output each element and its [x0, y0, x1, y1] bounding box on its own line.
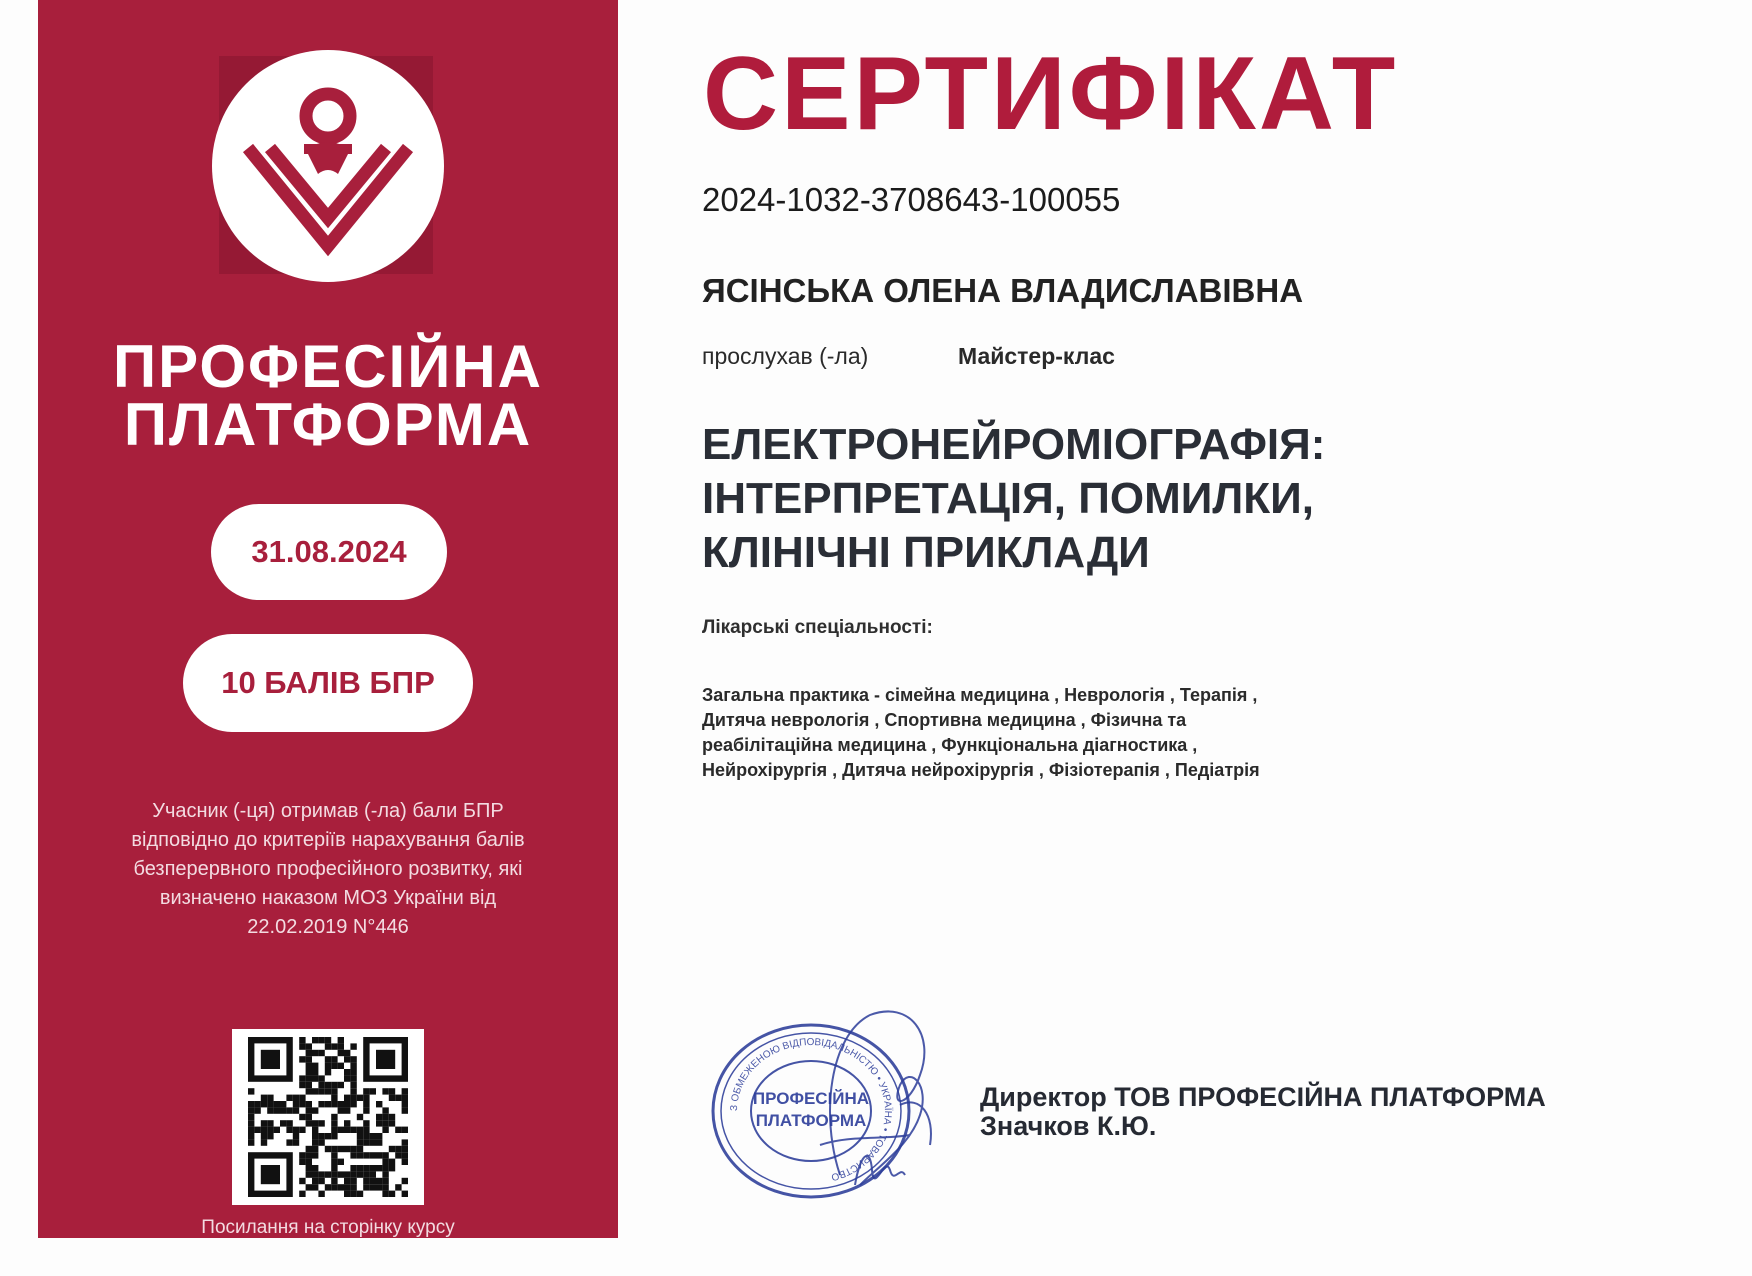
course-title — [702, 418, 1702, 580]
stamp-center-line1: ПРОФЕСІЙНА — [752, 1089, 870, 1108]
platform-logo-icon — [212, 50, 444, 282]
qr-caption: Посилання на сторінку курсу — [201, 1217, 455, 1238]
note-line: визначено наказом МОЗ України від — [159, 887, 497, 909]
holder-name: ЯСІНСЬКА ОЛЕНА ВЛАДИСЛАВІВНА — [702, 272, 1304, 309]
course-title-line: ІНТЕРПРЕТАЦІЯ, ПОМИЛКИ, — [702, 474, 1314, 523]
director-name: Значков К.Ю. — [980, 1111, 1157, 1141]
director-title: Директор ТОВ ПРОФЕСІЙНА ПЛАТФОРМА — [980, 1082, 1546, 1112]
specialties-label: Лікарські спеціальності: — [702, 617, 933, 638]
attended-label: прослухав (-ла) — [702, 343, 869, 369]
director-block — [980, 1083, 1546, 1141]
course-title-line: КЛІНІЧНІ ПРИКЛАДИ — [702, 528, 1150, 577]
specialties-list — [702, 683, 1402, 783]
note-line: 22.02.2019 N°446 — [247, 916, 409, 938]
points-note — [78, 797, 578, 942]
stamp-ring-text: З ОБМЕЖЕНОЮ ВІДПОВІДАЛЬНІСТЮ • УКРАЇНА • ТОВАРИСТВО — [728, 1036, 894, 1183]
course-title-line: ЕЛЕКТРОНЕЙРОМІОГРАФІЯ: — [702, 420, 1326, 469]
note-line: відповідно до критеріїв нарахування балів — [131, 829, 525, 851]
specialties-line: Дитяча неврологія , Спортивна медицина , Фізична та — [702, 710, 1187, 730]
specialties-line: Нейрохірургія , Дитяча нейрохірургія , Фізіотерапія , Педіатрія — [702, 760, 1260, 780]
stamp-center-line2: ПЛАТФОРМА — [755, 1111, 867, 1130]
specialties-line: реабілітаційна медицина , Функціональна діагностика , — [702, 735, 1198, 755]
brand-name-line2: ПЛАТФОРМА — [123, 391, 533, 458]
director-signature-icon — [760, 995, 960, 1205]
event-type: Майстер-клас — [958, 343, 1115, 369]
brand-name-line1: ПРОФЕСІЙНА — [112, 333, 544, 400]
date-badge: 31.08.2024 — [211, 504, 447, 600]
note-line: Учасник (-ця) отримав (-ла) бали БПР — [152, 800, 504, 822]
specialties-line: Загальна практика - сімейна медицина , Неврологія , Терапія , — [702, 685, 1258, 705]
left-brand-panel — [38, 0, 618, 1238]
certificate-number: 2024-1032-3708643-100055 — [702, 181, 1121, 218]
note-line: безперервного професійного розвитку, які — [133, 858, 523, 880]
qr-code-icon[interactable] — [232, 1029, 424, 1205]
points-badge: 10 БАЛІВ БПР — [183, 634, 473, 732]
certificate-title: СЕРТИФІКАТ — [703, 36, 1399, 152]
